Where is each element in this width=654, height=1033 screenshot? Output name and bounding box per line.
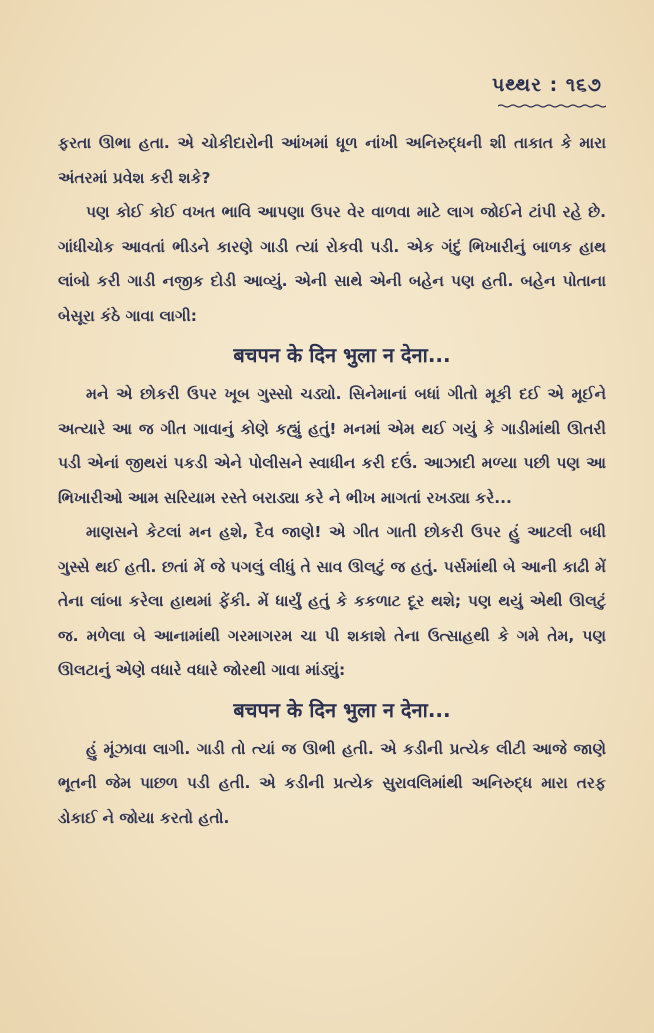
paragraph-4: માણસને કેટલાં મન હશે, દૈવ જાણે! એ ગીત ગાતી છોકરી ઉપર હું આટલી બધી ગુસ્સે થઈ હતી. છતાં મેં જે પગલું લીધું તે સાવ ઊલટું જ હતું. પર્સમાંથી બે આની કાઢી મેં તેના લાંબા કરેલા હાથમાં ફેંકી. મેં ધાર્યું હતું કે કકળાટ દૂર થશે; પણ થયું એથી ઊલટું જ. મળેલા બે આનામાંથી ગરમાગરમ ચા પી શકાશે તેના ઉત્સાહથી કે ગમે તેમ, પણ ઊલટાનું એણે વધારે વધારે જોરથી ગાવા માંડ્યું: (58, 523, 606, 679)
song-verse-1: बचपन के दिन भुला न देना... (233, 343, 451, 367)
body-text (58, 126, 606, 835)
header-wavy-rule (498, 104, 606, 108)
paragraph-5: હું મૂંઝાવા લાગી. ગાડી તો ત્યાં જ ઊભી હતી. એ કડીની પ્રત્યેક લીટી આજે જાણે ભૂતની જેમ પાછળ પડી હતી. એ કડીની પ્રત્યેક સુરાવલિમાંથી અનિરુદ્ધ મારા તરફ ડોકાઈ ને જોયા કરતો હતો. (58, 739, 606, 827)
running-head: પથ્થર : ૧૬૭ (491, 74, 602, 96)
song-verse-2: बचपन के दिन भुला न देना... (233, 697, 451, 722)
paragraph-1: ફરતા ઊભા હતા. એ ચોકીદારોની આંખમાં ધૂળ નાંખી અનિરુદ્ધની શી તાકાત કે મારા અંતરમાં પ્રવેશ કરી શકે? (58, 134, 606, 187)
paragraph-2: પણ કોઈ કોઈ વખત ભાવિ આપણા ઉપર વેર વાળવા માટે લાગ જોઈને ટાંપી રહે છે. ગાંધીચોક આવતાં ભીડને કારણે ગાડી ત્યાં રોકવી પડી. એક ગંદું ભિખારીનું બાળક હાથ લાંબો કરી ગાડી નજીક દોડી આવ્યું. એની સાથે એની બહેન પણ હતી. બહેન પોતાના બેસૂરા કંઠે ગાવા લાગી: (58, 203, 606, 325)
paragraph-3: મને એ છોકરી ઉપર ખૂબ ગુસ્સો ચડ્યો. સિનેમાનાં બધાં ગીતો મૂકી દઈ એ મૂઈને અત્યારે આ જ ગીત ગાવાનું કોણે કહ્યું હતું! મનમાં એમ થઈ ગયું કે ગાડીમાંથી ઊતરી પડી એનાં જીથરાં પકડી એને પોલીસને સ્વાધીન કરી દઉં. આઝાદી મળ્યા પછી પણ આ ભિખારીઓ આમ સરિયામ રસ્તે બરાડ્યા કરે ને ભીખ માગતાં રખડ્યા કરે... (58, 385, 606, 507)
